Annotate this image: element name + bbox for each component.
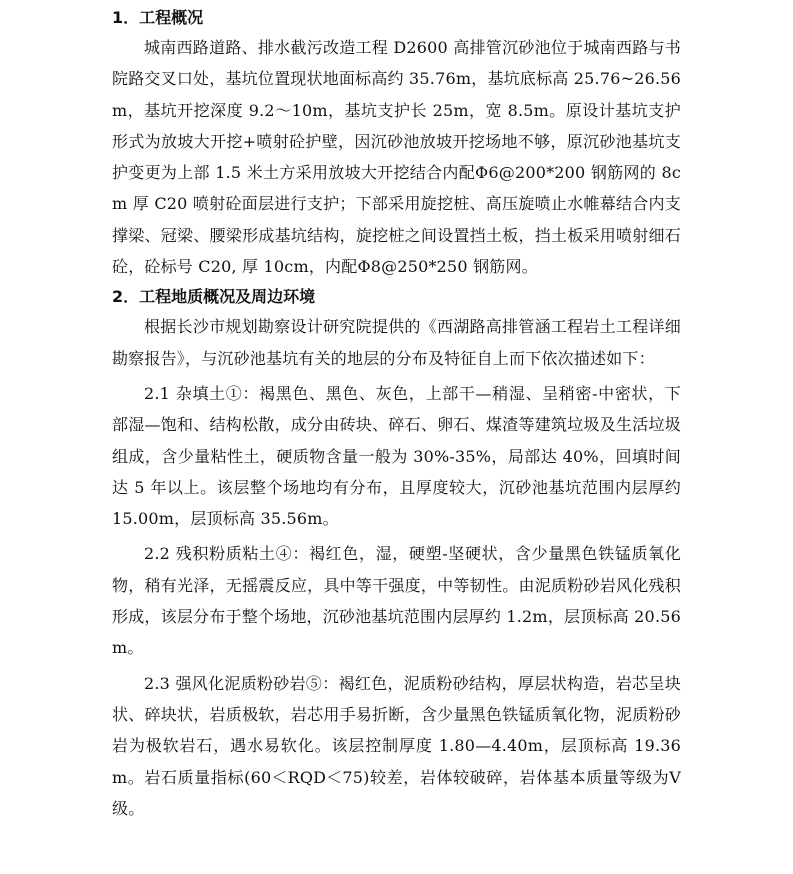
section-1-heading: 1．工程概况 [112,8,204,27]
layer-2-1-paragraph: 2.1 杂填土①：褐黑色、黑色、灰色，上部干—稍湿、呈稍密-中密状，下部湿—饱和、结构松散，成分由砖块、碎石、卵石、煤渣等建筑垃圾及生活垃圾组成，含少量粘性土，硬质物含量一般为 30%-35%，局部达 40%，回填时间达 5 年以上。该层整个场地均有分布，且厚度较大，沉砂池基坑范围内层厚约 15.00m，层顶标高 35.56m。 [112,383,681,529]
section-2-heading: 2．工程地质概况及周边环境 [112,287,316,307]
section-1-paragraph: 城南西路道路、排水截污改造工程 D2600 高排管沉砂池位于城南西路与书院路交叉口处，基坑位置现状地面标高约 35.76m，基坑底标高 25.76~26.56m，基坑开挖深度 9.2～10m，基坑支护长 25m，宽 8.5m。原设计基坑支护形式为放坡大开挖+喷射砼护壁，因沉砂池放坡开挖场地不够，原沉砂池基坑支护变更为上部 1.5 米土方采用放坡大开挖结合内配Φ6@200*200 钢筋网的 8cm 厚 C20 喷射砼面层进行支护；下部采用旋挖桩、高压旋喷止水帷幕结合内支撑梁、冠梁、腰梁形成基坑结构，旋挖桩之间设置挡土板，挡土板采用喷射细石砼，砼标号 C20, 厚 10cm，内配Φ8@250*250 钢筋网。 [112,38,681,277]
layer-2-2-paragraph: 2.2 残积粉质粘土④：褐红色，湿，硬塑-坚硬状，含少量黑色铁锰质氧化物，稍有光泽，无摇震反应，具中等干强度，中等韧性。由泥质粉砂岩风化残积形成，该层分布于整个场地，沉砂池基坑范围内层厚约 1.2m，层顶标高 20.56m。 [112,544,681,658]
layer-2-3-paragraph: 2.3 强风化泥质粉砂岩⑤：褐红色，泥质粉砂结构，厚层状构造，岩芯呈块状、碎块状，岩质极软，岩芯用手易折断，含少量黑色铁锰质氧化物，泥质粉砂岩为极软岩石，遇水易软化。该层控制厚度 1.80—4.40m，层顶标高 19.36m。岩石质量指标(60＜RQD＜75)较差，岩体较破碎，岩体基本质量等级为Ⅴ级。 [112,673,681,818]
section-2-intro-paragraph: 根据长沙市规划勘察设计研究院提供的《西湖路高排管涵工程岩土工程详细勘察报告》，与沉砂池基坑有关的地层的分布及特征自上而下依次描述如下： [112,317,681,368]
